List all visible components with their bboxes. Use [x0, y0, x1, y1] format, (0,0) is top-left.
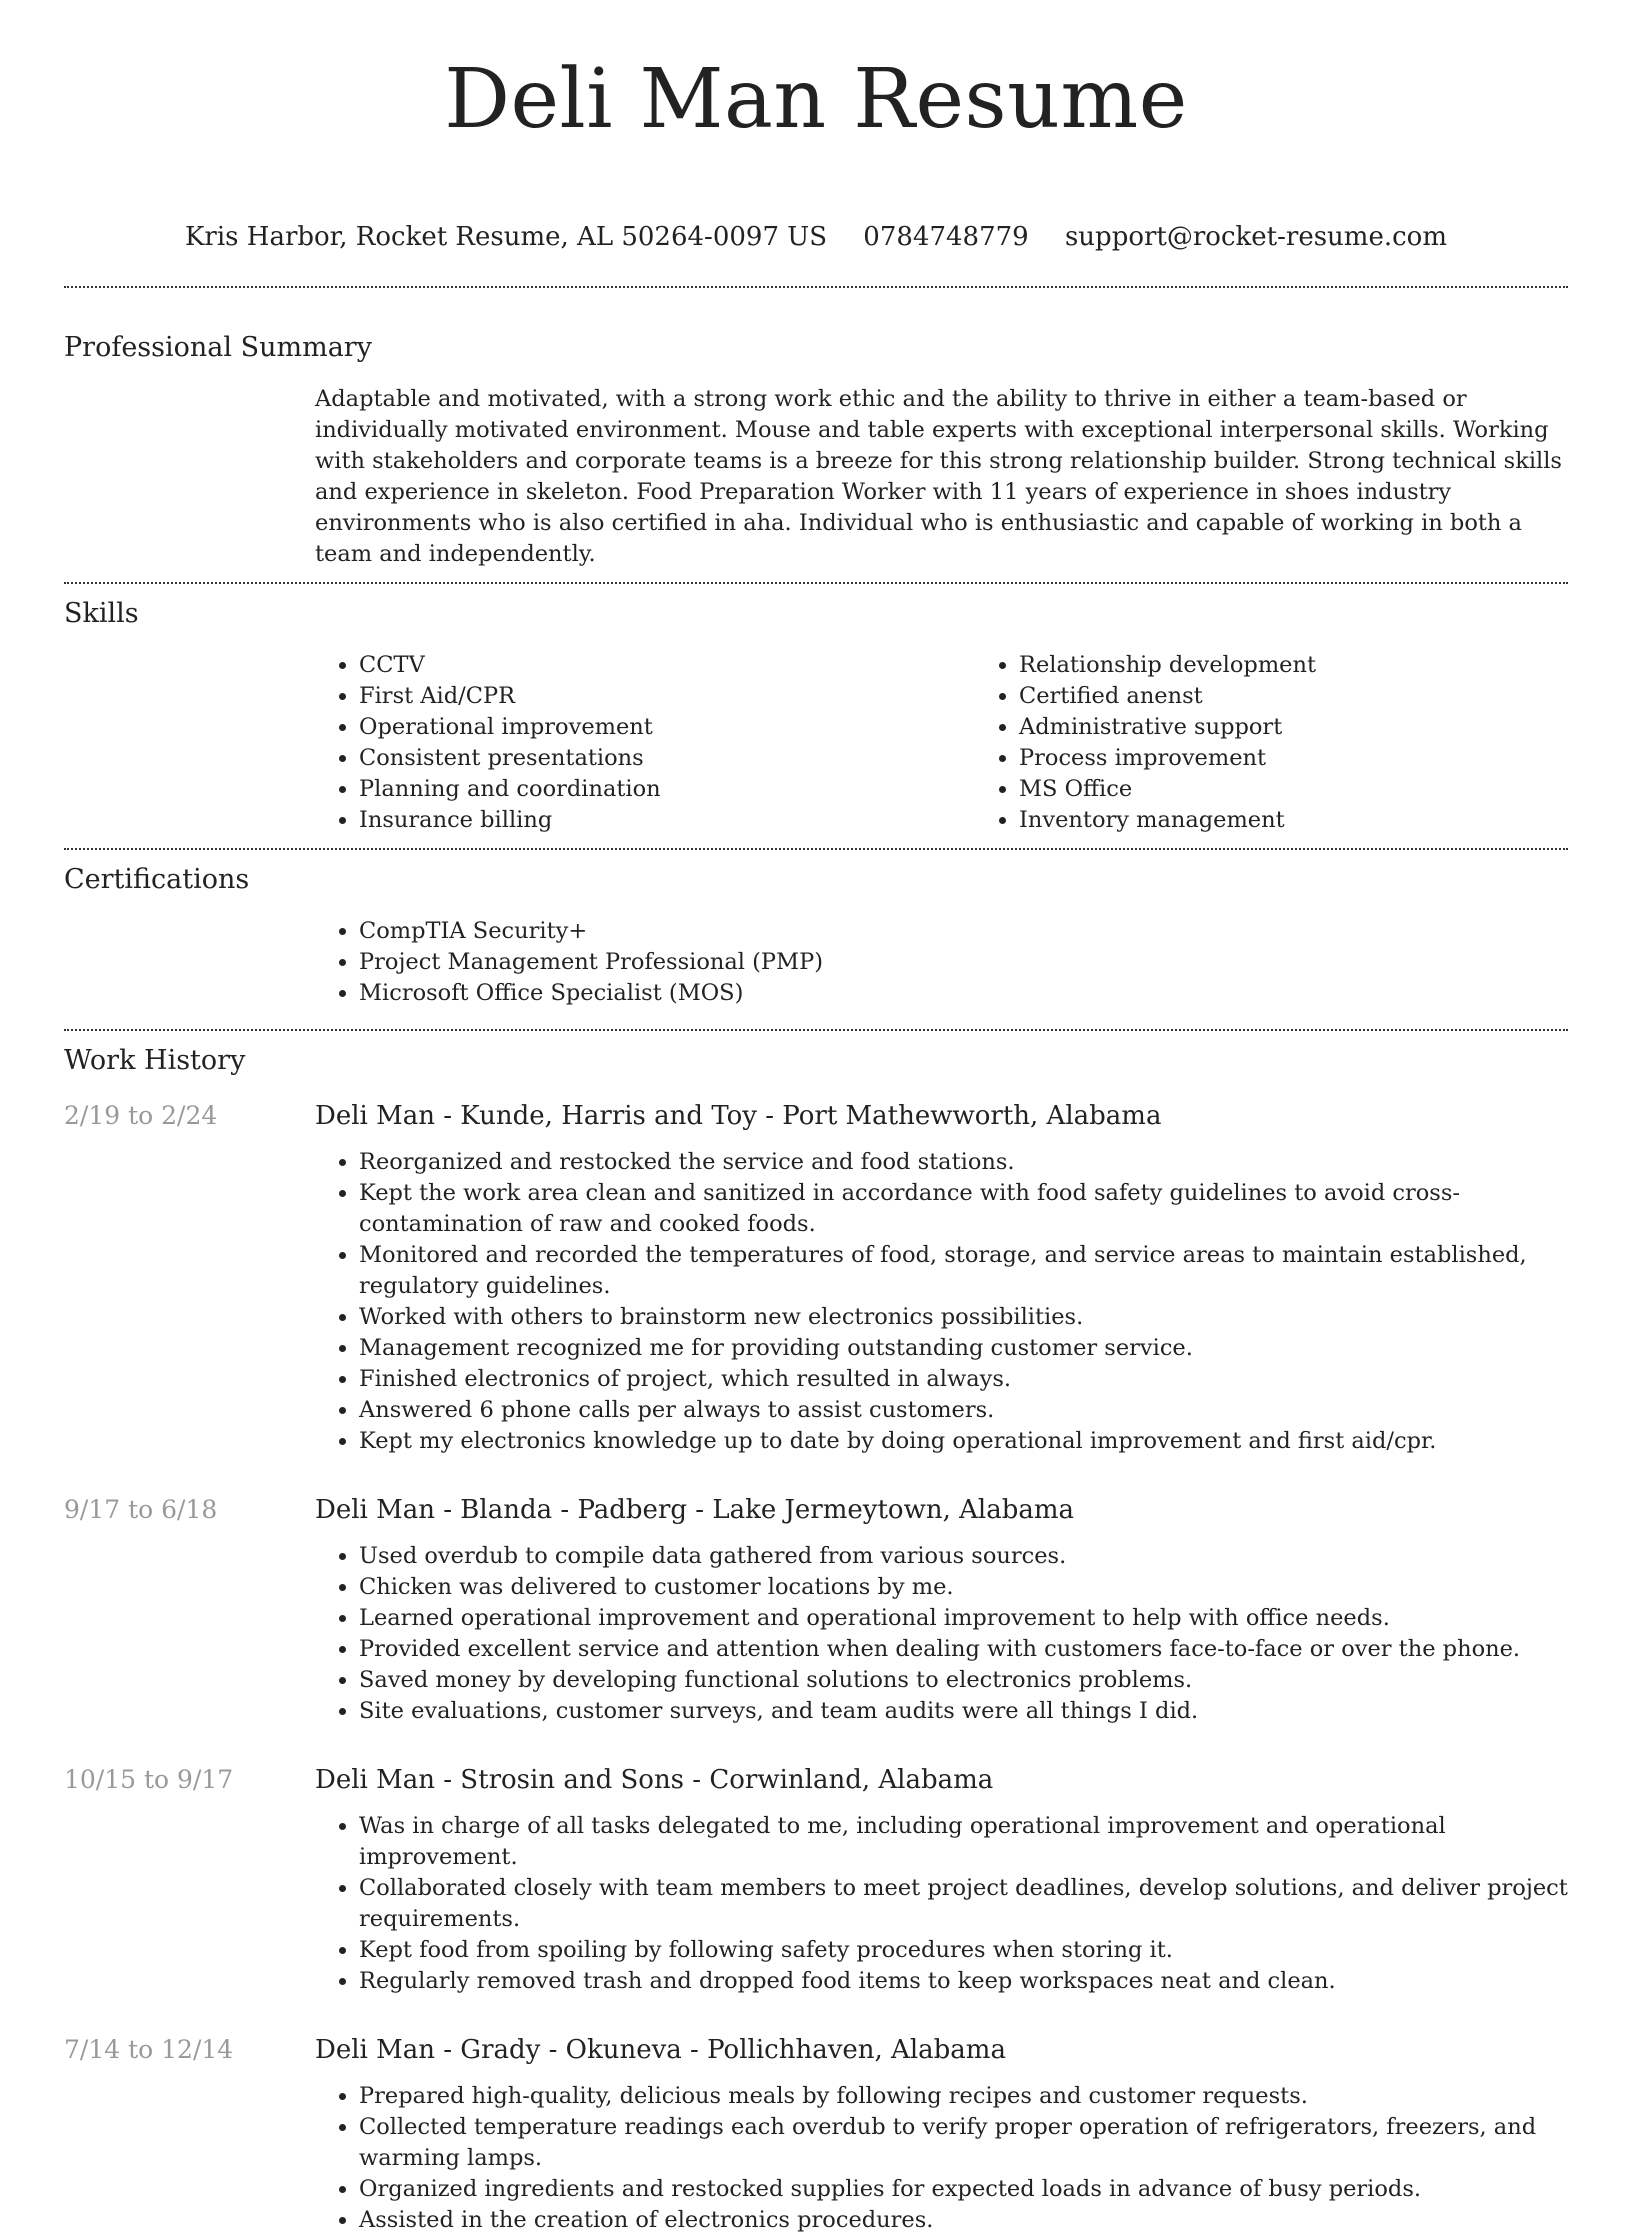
divider: [64, 848, 1568, 850]
summary-section: [64, 330, 1568, 570]
skill-item: • Planning and coordination: [359, 774, 975, 805]
divider: [64, 1029, 1568, 1031]
skill-item: • Administrative support: [1019, 712, 1632, 743]
job-bullet: • Finished electronics of project, which resulted in always.: [359, 1364, 1568, 1395]
skill-item: • Process improvement: [1019, 743, 1632, 774]
job-date: 7/14 to 12/14: [64, 2035, 234, 2064]
job-bullets: [315, 1147, 1568, 1457]
job-bullet: • Site evaluations, customer surveys, and team audits were all things I did.: [359, 1696, 1568, 1727]
skill-item: • CCTV: [359, 650, 975, 681]
work-history-heading: Work History: [64, 1045, 246, 1076]
job-bullets: [315, 1811, 1568, 1997]
job-bullet: • Kept food from spoiling by following safety procedures when storing it.: [359, 1935, 1568, 1966]
skill-item: • Inventory management: [1019, 805, 1632, 836]
job-title: Deli Man - Strosin and Sons - Corwinland, Alabama: [315, 1765, 994, 1795]
job-entry: [64, 1763, 1568, 1997]
job-bullet: • Collaborated closely with team members to meet project deadlines, develop solutions, and deliver project requirements.: [359, 1873, 1568, 1935]
contact-phone: 0784748779: [863, 222, 1029, 252]
skills-list-left: [315, 650, 975, 836]
job-bullet: • Collected temperature readings each overdub to verify proper operation of refrigerators, freezers, and warming lamps.: [359, 2112, 1568, 2174]
job-bullet: • Saved money by developing functional solutions to electronics problems.: [359, 1665, 1568, 1696]
contact-address: Kris Harbor, Rocket Resume, AL 50264-0097 US: [185, 222, 828, 252]
page-title: Deli Man Resume: [444, 52, 1188, 147]
skill-item: • Consistent presentations: [359, 743, 975, 774]
summary-heading: Professional Summary: [64, 332, 372, 363]
job-title: Deli Man - Grady - Okuneva - Pollichhaven, Alabama: [315, 2035, 1006, 2065]
skill-item: • Certified anenst: [1019, 681, 1632, 712]
job-date: 2/19 to 2/24: [64, 1101, 218, 1130]
divider: [64, 286, 1568, 288]
job-bullet: • Assisted in the creation of electronics procedures.: [359, 2205, 1568, 2236]
job-bullet: • Reorganized and restocked the service and food stations.: [359, 1147, 1568, 1178]
job-bullet: • Was in charge of all tasks delegated to me, including operational improvement and operational improvement.: [359, 1811, 1568, 1873]
certification-item: • CompTIA Security+: [359, 916, 1568, 947]
skills-section: [64, 596, 1568, 836]
job-bullet: • Learned operational improvement and operational improvement to help with office needs.: [359, 1603, 1568, 1634]
job-bullets: [315, 1541, 1568, 1727]
certification-item: • Microsoft Office Specialist (MOS): [359, 978, 1568, 1009]
job-bullet: • Organized ingredients and restocked supplies for expected loads in advance of busy periods.: [359, 2174, 1568, 2205]
job-title: Deli Man - Blanda - Padberg - Lake Jermeytown, Alabama: [315, 1495, 1074, 1525]
job-bullet: • Kept the work area clean and sanitized in accordance with food safety guidelines to avoid cross-contamination of raw and cooked foods.: [359, 1178, 1568, 1240]
job-date: 10/15 to 9/17: [64, 1765, 234, 1794]
job-bullet: • Provided excellent service and attention when dealing with customers face-to-face or over the phone.: [359, 1634, 1568, 1665]
jobs-list: [64, 1099, 1568, 2236]
skills-list-right: [975, 650, 1632, 836]
skills-heading: Skills: [64, 598, 139, 629]
contact-email: support@rocket-resume.com: [1064, 222, 1447, 252]
work-history-section: [64, 1043, 1568, 2236]
job-bullet: • Used overdub to compile data gathered from various sources.: [359, 1541, 1568, 1572]
divider: [64, 582, 1568, 584]
job-entry: [64, 1493, 1568, 1727]
job-bullet: • Chicken was delivered to customer locations by me.: [359, 1572, 1568, 1603]
certification-item: • Project Management Professional (PMP): [359, 947, 1568, 978]
skill-item: • MS Office: [1019, 774, 1632, 805]
job-bullet: • Worked with others to brainstorm new electronics possibilities.: [359, 1302, 1568, 1333]
job-bullet: • Management recognized me for providing outstanding customer service.: [359, 1333, 1568, 1364]
job-bullet: • Answered 6 phone calls per always to assist customers.: [359, 1395, 1568, 1426]
job-entry: [64, 2033, 1568, 2236]
skill-item: • Operational improvement: [359, 712, 975, 743]
job-date: 9/17 to 6/18: [64, 1495, 218, 1524]
certifications-section: [64, 862, 1568, 1009]
job-bullet: • Kept my electronics knowledge up to date by doing operational improvement and first aid/cpr.: [359, 1426, 1568, 1457]
job-bullet: • Regularly removed trash and dropped food items to keep workspaces neat and clean.: [359, 1966, 1568, 1997]
job-bullets: [315, 2081, 1568, 2236]
job-bullet: • Prepared high-quality, delicious meals by following recipes and customer requests.: [359, 2081, 1568, 2112]
job-bullet: • Monitored and recorded the temperatures of food, storage, and service areas to maintain established, regulatory guidelines.: [359, 1240, 1568, 1302]
summary-text: Adaptable and motivated, with a strong work ethic and the ability to thrive in either a team-based or individually motivated environment. Mouse and table experts with exceptional interpersonal skills. Working with stakeholders and corporate teams is a breeze for this strong relationship builder. Strong technical skills and experience in skeleton. Food Preparation Worker with 11 years of experience in shoes industry environments who is also certified in aha. Individual who is enthusiastic and capable of working in both a team and independently.: [315, 386, 1562, 567]
job-title: Deli Man - Kunde, Harris and Toy - Port Mathewworth, Alabama: [315, 1101, 1162, 1131]
skill-item: • Relationship development: [1019, 650, 1632, 681]
contact-line: [64, 220, 1568, 254]
certifications-heading: Certifications: [64, 864, 250, 895]
certifications-list: [315, 916, 1568, 1009]
job-entry: [64, 1099, 1568, 1457]
skill-item: • Insurance billing: [359, 805, 975, 836]
skill-item: • First Aid/CPR: [359, 681, 975, 712]
